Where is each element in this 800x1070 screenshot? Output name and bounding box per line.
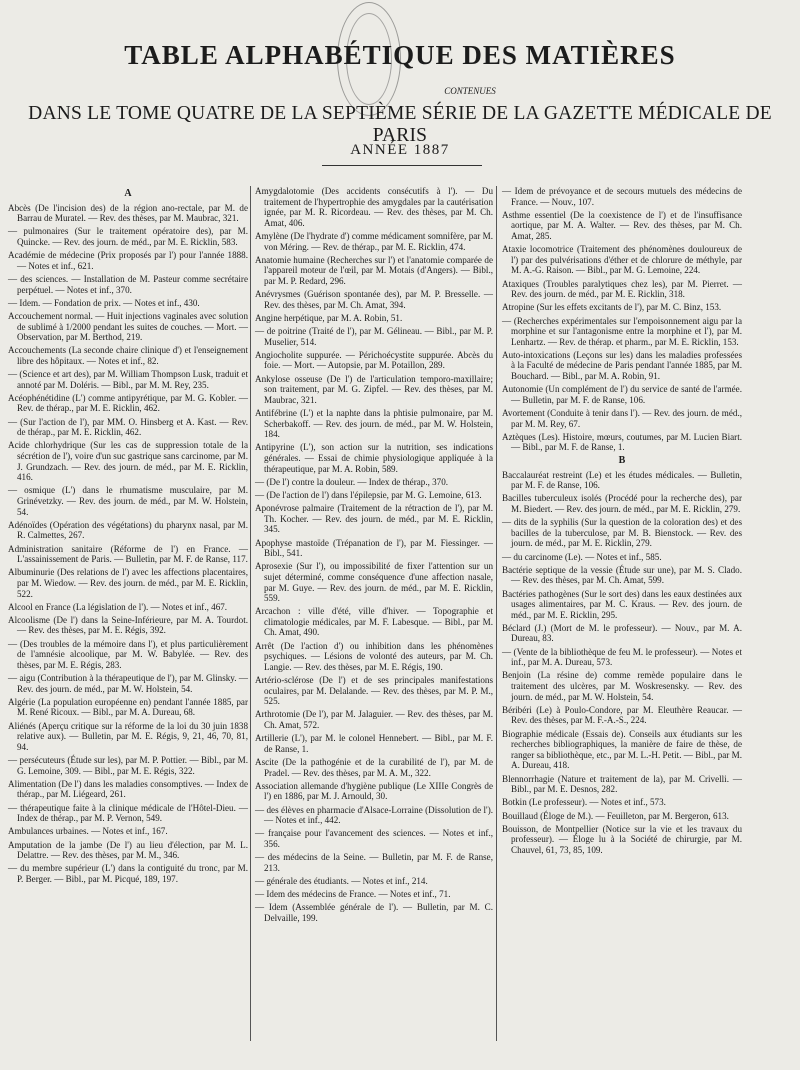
index-entry: Amygdalotomie (Des accidents consécutifs à l'). — Du traitement de l'hypertrophie des amygdales par la cautérisation ignée, par M. R. Ricordeau. — Rev. des thèses, par M. Ch. Amat, 406. <box>255 186 493 228</box>
index-entry: — du membre supérieur (L') dans la contiguité du tronc, par M. P. Berger. — Bibl., par M. Picqué, 189, 197. <box>8 863 248 884</box>
index-entry: Ataxiques (Troubles paralytiques chez les), par M. Pierret. — Rev. des journ. de méd., par M. E. Ricklin, 318. <box>502 278 742 300</box>
index-entry: — pulmonaires (Sur le traitement opératoire des), par M. Quincke. — Rev. des journ. de méd., par M. E. Ricklin, 583. <box>8 226 248 247</box>
index-entry: — (Vente de la bibliothèque de feu M. le professeur). — Notes et inf., par M. A. Dureau, 573. <box>502 646 742 668</box>
page-subtitle: DANS LE TOME QUATRE DE LA SEPTIÈME SÉRIE DE LA GAZETTE MÉDICALE DE PARIS <box>28 103 772 146</box>
index-entry: — (Recherches expérimentales sur l'empoisonnement aigu par la morphine et sur l'antagonisme entre la morphine et l'), par M. Lenhartz. — Rev. de thérap. et pharm., par M. E. Ricklin, 153. <box>502 315 742 347</box>
index-entry: — du carcinome (Le). — Notes et inf., 585. <box>502 551 662 562</box>
index-entry: Biographie médicale (Essais de). Conseils aux étudiants sur les recherches bibliographiques, la manière de faire de thèse, de ranger sa bibliothèque, etc., par M. L.-H. Petit. — Bibl., par M. A. Dureau, 418. <box>502 728 742 771</box>
index-entry: — générale des étudiants. — Notes et inf., 214. <box>255 875 428 886</box>
index-entry: — des élèves en pharmacie d'Alsace-Lorraine (Dissolution de l'). — Notes et inf., 442. <box>255 804 493 826</box>
index-entry: Artillerie (L'), par M. le colonel Hennebert. — Bibl., par M. F. de Ranse, 1. <box>255 733 493 754</box>
index-entry: Anatomie humaine (Recherches sur l') et l'anatomie comparée de l'appareil moteur de l'œil, par M. Motais (d'Angers). — Bibl., par M. P. Redard, 296. <box>255 254 493 286</box>
index-entry: Aponévrose palmaire (Traitement de la rétraction de l'), par M. Th. Kocher. — Rev. des journ. de méd., par M. E. Ricklin, 345. <box>255 503 493 535</box>
index-entry: Ascite (De la pathogénie et de la curabilité de l'), par M. de Pradel. — Rev. des thèses, par M. A. M., 322. <box>255 756 493 778</box>
index-entry: Aliénés (Aperçu critique sur la réforme de la loi du 30 juin 1838 relative aux). — Bulletin, par M. E. Régis, 9, 21, 46, 70, 81, 94. <box>8 720 248 752</box>
index-entry: — thérapeutique faite à la clinique médicale de l'Hôtel-Dieu. — Index de thérap., par M. P. Vernon, 549. <box>8 802 248 824</box>
index-entry: Bactéries pathogènes (Sur le sort des) dans les eaux destinées aux usages alimentaires, par M. C. Kraus. — Rev. des journ. de méd., par M. E. Ricklin, 295. <box>502 588 742 620</box>
index-entry: Antipyrine (L'), son action sur la nutrition, ses indications générales. — Essai de chimie physiologique appliquée à la thérapeutique, par M. A. Robin, 589. <box>255 442 493 474</box>
index-entry: Algérie (La population européenne en) pendant l'année 1885, par M. René Ricoux. — Bibl., par M. A. Dureau, 68. <box>8 696 248 718</box>
index-entry: — (De l'action de l') dans l'épilepsie, par M. G. Lemoine, 613. <box>255 489 482 500</box>
index-entry: Anévrysmes (Guérison spontanée des), par M. P. Bresselle. — Rev. des thèses, par M. Ch. Amat, 394. <box>255 289 493 310</box>
index-entry: Avortement (Conduite à tenir dans l'). — Rev. des journ. de méd., par M. M. Rey, 67. <box>502 408 742 429</box>
index-entry: Administration sanitaire (Réforme de l') en France. — L'assainissement de Paris. — Bulletin, par M. F. de Ranse, 117. <box>8 543 248 565</box>
index-entry: Albuminurie (Des relations de l') avec les affections placentaires, par M. Wiedow. — Rev. des journ. de méd., par M. E. Ricklin, 522. <box>8 567 248 599</box>
index-column-1 <box>8 186 248 887</box>
index-entry: Antifébrine (L') et la naphte dans la phtisie pulmonaire, par M. Scherbakoff. — Rev. des journ. de méd., par M. W. Holstein, 184. <box>255 408 493 440</box>
index-entry: Aprosexie (Sur l'), ou impossibilité de fixer l'attention sur un sujet déterminé, comme conséquence d'une affection nasale, par M. Guye. — Rev. des journ. de méd., par M. E. Ricklin, 559. <box>255 561 493 604</box>
index-entry: — persécuteurs (Étude sur les), par M. P. Pottier. — Bibl., par M. G. Lemoine, 309. — Bibl., par M. E. Régis, 322. <box>8 754 248 776</box>
index-entry: — de poitrine (Traité de l'), par M. Gélineau. — Bibl., par M. P. Muselier, 514. <box>255 326 493 347</box>
index-entry: — (Sur l'action de l'), par MM. O. Hinsberg et A. Kast. — Rev. de thérap., par M. E. Ricklin, 462. <box>8 416 248 438</box>
index-entry: — des sciences. — Installation de M. Pasteur comme secrétaire perpétuel. — Notes et inf., 370. <box>8 273 248 295</box>
index-entry: Benjoin (La résine de) comme remède populaire dans le traitement des ulcères, par M. Woskresensky. — Rev. des journ. de méd., par M. W. Holstein, 54. <box>502 670 742 702</box>
index-entry: Apophyse mastoïde (Trépanation de l'), par M. Fiessinger. — Bibl., 541. <box>255 537 493 559</box>
section-letter: B <box>618 455 626 466</box>
index-entry: Amputation de la jambe (De l') au lieu d'élection, par M. L. Delattre. — Rev. des thèses, par M. M., 346. <box>8 839 248 861</box>
index-entry: Accouchement normal. — Huit injections vaginales avec solution de sublimé à 1/2000 pendant les suites de couches. — Mort. — Observation, par M. Berthod, 219. <box>8 310 248 343</box>
index-entry: Ankylose osseuse (De l') de l'articulation temporo-maxillaire; son traitement, par M. G. Zipfel. — Rev. des thèses, par M. Maubrac, 321. <box>255 373 493 405</box>
index-entry: Arcachon : ville d'été, ville d'hiver. — Topographie et climatologie médicales, par M. F. Labesque. — Bibl., par M. Ch. Amat, 490. <box>255 606 493 638</box>
title-rule <box>322 165 482 166</box>
index-entry: Blennorrhagie (Nature et traitement de la), par M. Crivelli. — Bibl., par M. E. Desnos, 282. <box>502 773 742 795</box>
index-entry: — (Science et art des), par M. William Thompson Lusk, traduit et annoté par M. Doléris. — Bibl., par M. M. Rey, 235. <box>8 369 248 390</box>
index-entry: Arrêt (De l'action d') ou inhibition dans les phénomènes psychiques. — Lésions de volonté des auteurs, par M. Ch. Langie. — Rev. des thèses, par M. E. Régis, 190. <box>255 640 493 672</box>
index-entry: Bouisson, de Montpellier (Notice sur la vie et les travaux du professeur). — Éloge lu à la Société de chirurgie, par M. Chauvel, 61, 73, 85, 109. <box>502 823 742 855</box>
entry-list <box>502 470 742 856</box>
index-entry: Bactérie septique de la vessie (Étude sur une), par M. S. Clado. — Rev. des thèses, par M. Ch. Amat, 599. <box>502 564 742 586</box>
entry-list <box>255 186 493 923</box>
index-entry: Acide chlorhydrique (Sur les cas de suppression totale de la sécrétion de l'), voire d'un suc gastrique sans carcinome, par M. J. Grundzach. — Rev. des journ. de méd., par M. E. Ricklin, 416. <box>8 440 248 483</box>
column-divider <box>250 186 251 1041</box>
index-entry: — Idem (Assemblée générale de l'). — Bulletin, par M. C. Delvaille, 199. <box>255 902 493 923</box>
index-entry: Arthrotomie (De l'), par M. Jalaguier. — Rev. des thèses, par M. Ch. Amat, 572. <box>255 709 493 730</box>
index-entry: — Idem des médecins de France. — Notes et inf., 71. <box>255 889 451 900</box>
index-entry: — (De l') contre la douleur. — Index de thérap., 370. <box>255 476 449 487</box>
index-entry: — des médecins de la Seine. — Bulletin, par M. F. de Ranse, 213. <box>255 852 493 873</box>
index-entry: Asthme essentiel (De la coexistence de l') et de l'insuffisance aortique, par M. A. Walter. — Rev. des thèses, par M. Ch. Amat, 285. <box>502 209 742 241</box>
index-entry: Alimentation (De l') dans les maladies consomptives. — Index de thérap., par M. Liégeard, 261. <box>8 778 248 800</box>
index-entry: — aigu (Contribution à la thérapeutique de l'), par M. Glinsky. — Rev. des journ. de méd., par M. W. Holstein, 54. <box>8 673 248 694</box>
index-entry: Artério-sclérose (De l') et de ses principales manifestations oculaires, par M. Delalande. — Rev. des thèses, par M. P. M., 525. <box>255 675 493 707</box>
index-entry: Alcoolisme (De l') dans la Seine-Inférieure, par M. A. Tourdot. — Rev. des thèses, par M. E. Régis, 392. <box>8 614 248 636</box>
index-entry: Association allemande d'hygiène publique (Le XIIIe Congrès de l') en 1886, par M. J. Arnould, 30. <box>255 780 493 802</box>
index-entry: Botkin (Le professeur). — Notes et inf., 573. <box>502 797 666 808</box>
index-entry: Béribéri (Le) à Poulo-Condore, par M. Eleuthère Reaucar. — Rev. des thèses, par M. F.-A.-S., 224. <box>502 704 742 726</box>
year-label: ANNÉE 1887 <box>350 142 450 158</box>
title-contenues: CONTENUES <box>444 86 496 96</box>
index-entry: Béclard (J.) (Mort de M. le professeur). — Nouv., par M. A. Dureau, 83. <box>502 622 742 644</box>
index-entry: Bacilles tuberculeux isolés (Procédé pour la recherche des), par M. Biedert. — Rev. des journ. de méd., par M. E. Ricklin, 279. <box>502 493 742 514</box>
index-entry: Abcès (De l'incision des) de la région ano-rectale, par M. de Barrau de Muratel. — Rev. des thèses, par M. Maubrac, 321. <box>8 202 248 224</box>
index-entry: — française pour l'avancement des sciences. — Notes et inf., 356. <box>255 828 493 849</box>
index-entry: Académie de médecine (Prix proposés par l') pour l'année 1888. — Notes et inf., 621. <box>8 250 248 271</box>
index-entry: — dits de la syphilis (Sur la question de la coloration des) et des bacilles de la tuberculose, par M. B. Bienstock. — Rev. des journ. de méd., par M. E. Ricklin, 279. <box>502 517 742 549</box>
entry-list <box>8 203 248 885</box>
index-column-3 <box>502 186 742 858</box>
index-entry: Atropine (Sur les effets excitants de l'), par M. C. Binz, 153. <box>502 302 722 313</box>
index-entry: Angine herpétique, par M. A. Robin, 51. <box>255 312 403 323</box>
entry-list <box>502 186 742 453</box>
index-entry: Adénoïdes (Opération des végétations) du pharynx nasal, par M. R. Calmettes, 267. <box>8 519 248 541</box>
index-entry: Ambulances urbaines. — Notes et inf., 167. <box>8 826 168 837</box>
index-column-2 <box>255 186 493 926</box>
index-entry: Bouillaud (Éloge de M.). — Feuilleton, par M. Bergeron, 613. <box>502 810 729 821</box>
index-entry: — Idem. — Fondation de prix. — Notes et inf., 430. <box>8 297 200 308</box>
section-letter: A <box>124 188 132 199</box>
index-entry: Autonomie (Un complément de l') du service de santé de l'armée. — Bulletin, par M. F. de Ranse, 106. <box>502 384 742 405</box>
index-entry: Auto-intoxications (Leçons sur les) dans les maladies professées à la Faculté de médecine de Paris pendant l'année 1885, par M. Bouchard. — Bibl., par M. A. Robin, 91. <box>502 349 742 382</box>
column-divider <box>496 186 497 1041</box>
index-entry: Alcool en France (La législation de l'). — Notes et inf., 467. <box>8 601 228 612</box>
index-entry: — osmique (L') dans le rhumatisme musculaire, par M. Grinévetzky. — Rev. des journ. de méd., par M. W. Holstein, 54. <box>8 485 248 517</box>
index-entry: Aztèques (Les). Histoire, mœurs, coutumes, par M. Lucien Biart. — Bibl., par M. F. de Ranse, 1. <box>502 431 742 453</box>
index-entry: Baccalauréat restreint (Le) et les études médicales. — Bulletin, par M. F. de Ranse, 106. <box>502 469 742 491</box>
index-entry: Amylène (De l'hydrate d') comme médicament somnifère, par M. von Méring. — Rev. de thérap., par M. E. Ricklin, 474. <box>255 230 493 252</box>
index-entry: — (Des troubles de la mémoire dans l'), et plus particulièrement de l'amnésie alcoolique, par M. W. Babylée. — Rev. des thèses, par M. E. Régis, 283. <box>8 638 248 670</box>
index-entry: Angiocholite suppurée. — Périchoécystite suppurée. Abcès du foie. — Mort. — Autopsie, par M. Potaillon, 289. <box>255 349 493 371</box>
index-entry: Ataxie locomotrice (Traitement des phénomènes douloureux de l') par des pulvérisations d'éther et de chlorure de méthyle, par M. A.-G. Raison. — Bibl., par M. G. Lemoine, 224. <box>502 244 742 276</box>
index-entry: Accouchements (La seconde chaire clinique d') et l'enseignement libre des hôpitaux. — Notes et inf., 82. <box>8 345 248 366</box>
index-entry: Acéophénétidine (L') comme antipyrétique, par M. G. Kobler. — Rev. de thérap., par M. E. Ricklin, 462. <box>8 392 248 414</box>
index-entry: — Idem de prévoyance et de secours mutuels des médecins de France. — Nouv., 107. <box>502 186 742 207</box>
page-title: TABLE ALPHABÉTIQUE DES MATIÈRES <box>124 40 676 70</box>
